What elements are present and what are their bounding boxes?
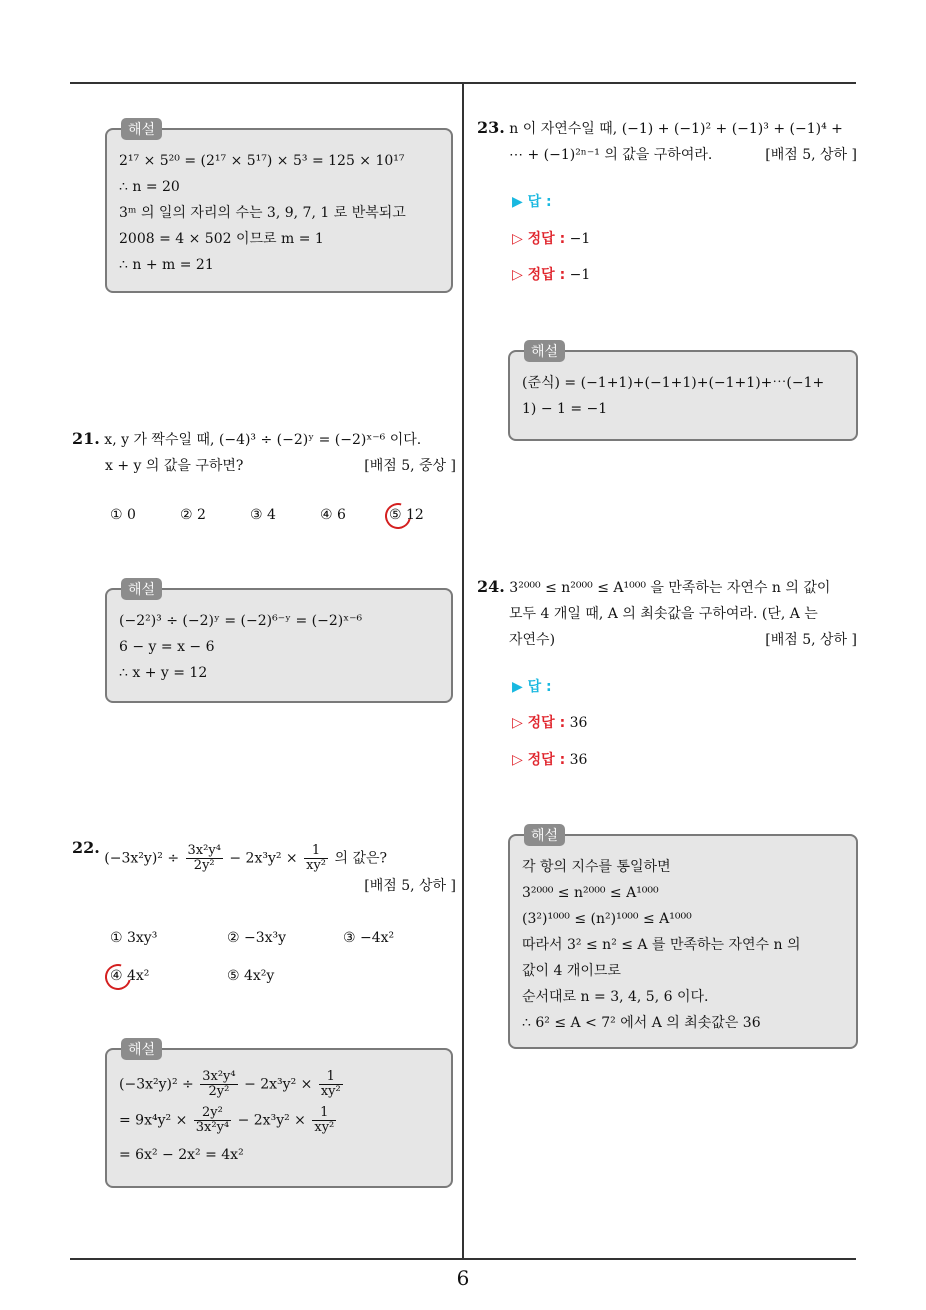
question-number: 21. (72, 429, 100, 448)
choice-2[interactable]: ② −3x³y (227, 930, 287, 946)
question-21 (72, 426, 456, 479)
correct-answer-1 (512, 228, 590, 248)
question-text: x + y 의 값을 구하면? (105, 458, 244, 474)
solution-tag: 해설 (121, 1038, 162, 1060)
correct-value: 36 (569, 752, 588, 768)
question-text: ⋯ + (−1)²ⁿ⁻¹ 의 값을 구하여라. (509, 147, 713, 163)
solution-line: 각 항의 지수를 통일하면 (522, 859, 671, 875)
solution-line: 값이 4 개이므로 (522, 963, 621, 979)
solution-box-q23 (508, 344, 858, 441)
solution-box-q20 (105, 122, 453, 293)
question-number: 22. (72, 838, 100, 857)
correct-value: −1 (569, 267, 591, 283)
question-21-line1 (72, 426, 456, 453)
fraction: $\frac{\text{3x²y⁴}}{\text{2y²}}$ (202, 1069, 236, 1099)
fraction: $\frac{1}{\text{xy²}}$ (306, 843, 327, 873)
solution-line: 3²⁰⁰⁰ ≤ n²⁰⁰⁰ ≤ A¹⁰⁰⁰ (522, 885, 659, 901)
correct-answer-2 (512, 749, 587, 769)
choice-3[interactable]: ③ 4 (250, 507, 276, 523)
correct-label: ▷ 정답 : (512, 267, 566, 283)
question-meta: [배점 5, 중상 ] (364, 458, 456, 474)
question-23 (477, 115, 861, 168)
fraction: $\frac{\text{3x²y⁴}}{\text{2y²}}$ (187, 843, 221, 873)
solution-box-q21 (105, 582, 453, 703)
correct-value: 36 (569, 715, 588, 731)
page-number: 6 (456, 1266, 470, 1290)
solution-line: ∴ n = 20 (119, 179, 180, 195)
fraction: $\frac{1}{\text{xy²}}$ (320, 1069, 341, 1099)
question-number: 23. (477, 118, 505, 137)
question-meta: [배점 5, 상하 ] (765, 632, 857, 648)
solution-line: (−2²)³ ÷ (−2)ʸ = (−2)⁶⁻ʸ = (−2)ˣ⁻⁶ (119, 613, 363, 629)
answer-line[interactable] (512, 191, 552, 211)
question-24-line1 (477, 574, 861, 601)
solution-line: (준식) = (−1+1)+(−1+1)+(−1+1)+⋯(−1+ (522, 375, 825, 391)
question-22 (72, 838, 456, 899)
correct-label: ▷ 정답 : (512, 752, 566, 768)
solution-line: ∴ n + m = 21 (119, 257, 214, 273)
solution-line: 2¹⁷ × 5²⁰ = (2¹⁷ × 5¹⁷) × 5³ = 125 × 10¹⁷ (119, 153, 405, 169)
choice-2[interactable]: ② 2 (180, 507, 206, 523)
choice-3[interactable]: ③ −4x² (343, 930, 395, 946)
question-text: n 이 자연수일 때, (−1) + (−1)² + (−1)³ + (−1)⁴ + (509, 121, 843, 137)
solution-line: 6 − y = x − 6 (119, 639, 215, 655)
correct-label: ▷ 정답 : (512, 231, 566, 247)
solution-line: 2008 = 4 × 502 이므로 m = 1 (119, 231, 324, 247)
solution-tag: 해설 (524, 340, 565, 362)
correct-value: −1 (569, 231, 591, 247)
solution-tag: 해설 (121, 118, 162, 140)
answer-label: ▶ 답 : (512, 679, 552, 695)
solution-line: (−3x²y)² ÷ $\frac{\text{3x²y⁴}}{\text{2y²}}$ − 2x³y² × $\frac{1}{\text{xy²}}$ (119, 1069, 341, 1099)
fraction: $\frac{\text{2y²}}{\text{3x²y⁴}}$ (195, 1105, 230, 1135)
question-21-line2 (72, 453, 456, 479)
solution-box-q24 (508, 828, 858, 1049)
question-number: 24. (477, 577, 505, 596)
solution-line: (3²)¹⁰⁰⁰ ≤ (n²)¹⁰⁰⁰ ≤ A¹⁰⁰⁰ (522, 911, 692, 927)
solution-tag: 해설 (524, 824, 565, 846)
choice-4[interactable]: ④ 6 (320, 507, 346, 523)
solution-line: 순서대로 n = 3, 4, 5, 6 이다. (522, 989, 709, 1005)
question-expr: − 2x³y² × (229, 850, 298, 867)
solution-tag: 해설 (121, 578, 162, 600)
solution-line: 3ᵐ 의 일의 자리의 수는 3, 9, 7, 1 로 반복되고 (119, 205, 406, 221)
solution-line: 따라서 3² ≤ n² ≤ A 를 만족하는 자연수 n 의 (522, 937, 801, 953)
correct-answer-2 (512, 264, 590, 284)
question-text: 의 값은? (334, 850, 387, 867)
question-22-line1 (72, 838, 456, 873)
choice-4[interactable]: ④ 4x² (110, 968, 150, 984)
question-24-line3 (477, 627, 861, 653)
solution-line: 1) − 1 = −1 (522, 401, 608, 417)
choice-1[interactable]: ① 3xy³ (110, 930, 158, 946)
question-23-line1 (477, 115, 861, 142)
question-meta: [배점 5, 상하 ] (364, 878, 456, 894)
answer-label: ▶ 답 : (512, 194, 552, 210)
question-meta: [배점 5, 상하 ] (765, 147, 857, 163)
fraction: $\frac{1}{\text{xy²}}$ (314, 1105, 335, 1135)
question-text: 자연수) (509, 632, 556, 648)
answer-mark-circle (380, 498, 416, 534)
question-text: 3²⁰⁰⁰ ≤ n²⁰⁰⁰ ≤ A¹⁰⁰⁰ 을 만족하는 자연수 n 의 값이 (509, 580, 831, 596)
solution-line: ∴ 6² ≤ A < 7² 에서 A 의 최솟값은 36 (522, 1015, 761, 1031)
question-24-line2: 모두 4 개일 때, A 의 최솟값을 구하여라. (단, A 는 (509, 606, 818, 622)
solution-line: ∴ x + y = 12 (119, 665, 208, 681)
column-divider (462, 84, 464, 1260)
choice-5[interactable]: ⑤ 12 (389, 507, 424, 523)
question-expr: (−3x²y)² ÷ (104, 850, 180, 867)
solution-box-q22 (105, 1042, 453, 1188)
bottom-rule (70, 1258, 856, 1260)
choice-5[interactable]: ⑤ 4x²y (227, 968, 275, 984)
solution-line: = 6x² − 2x² = 4x² (119, 1147, 244, 1163)
question-23-line2 (477, 142, 861, 168)
correct-answer-1 (512, 712, 587, 732)
answer-line[interactable] (512, 676, 552, 696)
question-text: x, y 가 짝수일 때, (−4)³ ÷ (−2)ʸ = (−2)ˣ⁻⁶ 이다. (104, 432, 422, 448)
choice-1[interactable]: ① 0 (110, 507, 136, 523)
correct-label: ▷ 정답 : (512, 715, 566, 731)
question-24 (477, 574, 861, 653)
answer-mark-circle (100, 959, 136, 995)
solution-line: = 9x⁴y² × $\frac{\text{2y²}}{\text{3x²y⁴}}$ − 2x³y² × $\frac{1}{\text{xy²}}$ (119, 1105, 335, 1135)
